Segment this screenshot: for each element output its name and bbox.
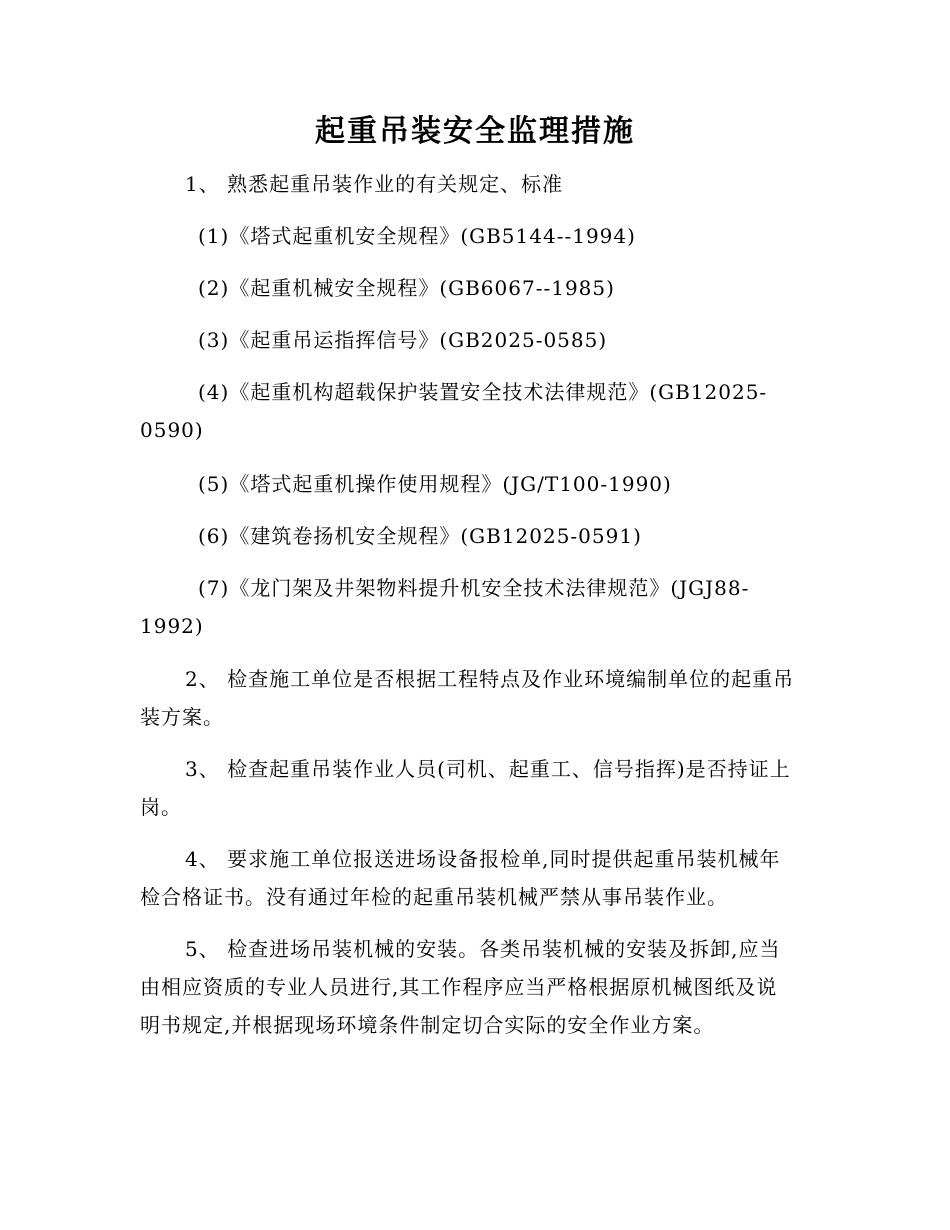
standard-item-4: (4)《起重机构超载保护装置安全技术法律规范》(GB12025-0590)	[140, 380, 768, 442]
paragraph-item-3: 3、 检查起重吊装作业人员(司机、起重工、信号指挥)是否持证上岗。	[140, 757, 791, 819]
paragraph-item-1: 1、 熟悉起重吊装作业的有关规定、标准	[185, 172, 564, 196]
standard-item-2: (2)《起重机械安全规程》(GB6067--1985)	[198, 276, 615, 300]
standard-item-7: (7)《龙门架及井架物料提升机安全技术法律规范》(JGJ88-1992)	[140, 576, 750, 638]
paragraph-item-2: 2、 检查施工单位是否根据工程特点及作业环境编制单位的起重吊装方案。	[140, 667, 795, 729]
standard-item-6: (6)《建筑卷扬机安全规程》(GB12025-0591)	[198, 524, 642, 548]
standard-item-5: (5)《塔式起重机操作使用规程》(JG/T100-1990)	[198, 472, 672, 496]
paragraph-item-4: 4、 要求施工单位报送进场设备报检单,同时提供起重吊装机械年检合格证书。没有通过年检的起重吊装机械严禁从事吊装作业。	[140, 847, 781, 909]
paragraph-item-5: 5、 检查进场吊装机械的安装。各类吊装机械的安装及拆卸,应当由相应资质的专业人员进行,其工作程序应当严格根据原机械图纸及说明书规定,并根据现场环境条件制定切合实际的安全作业方案。	[140, 937, 781, 1037]
standard-item-3: (3)《起重吊运指挥信号》(GB2025-0585)	[198, 328, 608, 352]
document-title: 起重吊装安全监理措施	[315, 114, 635, 149]
standard-item-1: (1)《塔式起重机安全规程》(GB5144--1994)	[198, 224, 636, 248]
